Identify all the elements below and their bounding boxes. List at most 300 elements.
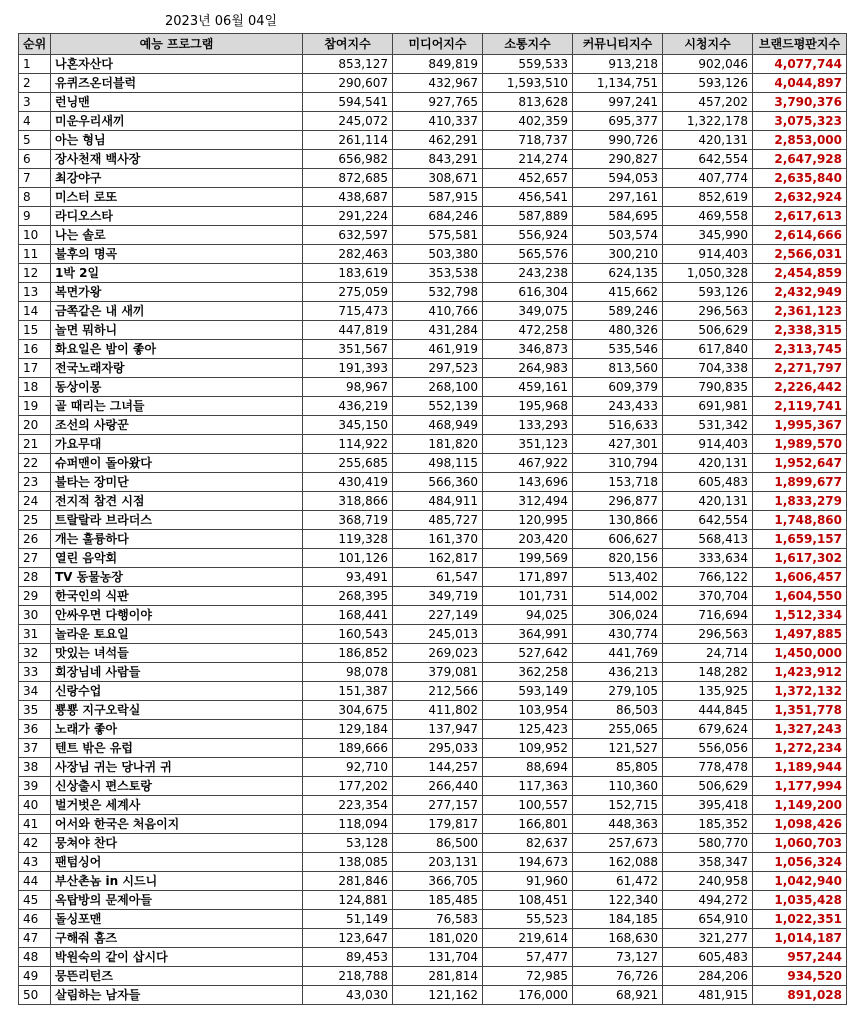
cell-program-name: 박원숙의 같이 삽시다: [51, 948, 303, 967]
cell-rank: 18: [19, 378, 51, 397]
cell-viewership-index: 284,206: [663, 967, 753, 986]
cell-community-index: 820,156: [573, 549, 663, 568]
cell-brand-reputation-index: 1,748,860: [753, 511, 847, 530]
cell-media-index: 161,370: [393, 530, 483, 549]
cell-media-index: 179,817: [393, 815, 483, 834]
cell-viewership-index: 556,056: [663, 739, 753, 758]
cell-viewership-index: 914,403: [663, 435, 753, 454]
cell-participation-index: 119,328: [303, 530, 393, 549]
cell-program-name: 금쪽같은 내 새끼: [51, 302, 303, 321]
cell-rank: 31: [19, 625, 51, 644]
cell-brand-reputation-index: 2,617,613: [753, 207, 847, 226]
cell-communication-index: 82,637: [483, 834, 573, 853]
cell-program-name: 복면가왕: [51, 283, 303, 302]
cell-communication-index: 593,149: [483, 682, 573, 701]
cell-participation-index: 129,184: [303, 720, 393, 739]
cell-brand-reputation-index: 1,833,279: [753, 492, 847, 511]
cell-viewership-index: 691,981: [663, 397, 753, 416]
cell-media-index: 162,817: [393, 549, 483, 568]
cell-viewership-index: 333,634: [663, 549, 753, 568]
cell-community-index: 184,185: [573, 910, 663, 929]
cell-program-name: 안싸우면 다행이야: [51, 606, 303, 625]
cell-rank: 13: [19, 283, 51, 302]
cell-participation-index: 160,543: [303, 625, 393, 644]
cell-communication-index: 349,075: [483, 302, 573, 321]
cell-media-index: 503,380: [393, 245, 483, 264]
cell-program-name: 화요일은 밤이 좋아: [51, 340, 303, 359]
cell-brand-reputation-index: 1,327,243: [753, 720, 847, 739]
table-row: [19, 340, 847, 359]
cell-community-index: 430,774: [573, 625, 663, 644]
cell-participation-index: 245,072: [303, 112, 393, 131]
table-row: [19, 625, 847, 644]
cell-rank: 29: [19, 587, 51, 606]
cell-participation-index: 92,710: [303, 758, 393, 777]
cell-program-name: 전지적 참견 시점: [51, 492, 303, 511]
cell-communication-index: 166,801: [483, 815, 573, 834]
cell-media-index: 121,162: [393, 986, 483, 1005]
table-row: [19, 226, 847, 245]
cell-participation-index: 594,541: [303, 93, 393, 112]
cell-communication-index: 813,628: [483, 93, 573, 112]
cell-community-index: 86,503: [573, 701, 663, 720]
cell-community-index: 695,377: [573, 112, 663, 131]
cell-participation-index: 186,852: [303, 644, 393, 663]
table-row: [19, 302, 847, 321]
cell-participation-index: 255,685: [303, 454, 393, 473]
cell-communication-index: 195,968: [483, 397, 573, 416]
cell-rank: 50: [19, 986, 51, 1005]
cell-community-index: 480,326: [573, 321, 663, 340]
table-row: [19, 929, 847, 948]
table-row: [19, 682, 847, 701]
cell-participation-index: 281,846: [303, 872, 393, 891]
table-row: [19, 663, 847, 682]
cell-communication-index: 559,533: [483, 55, 573, 74]
cell-brand-reputation-index: 3,790,376: [753, 93, 847, 112]
cell-program-name: 놀면 뭐하니: [51, 321, 303, 340]
cell-rank: 14: [19, 302, 51, 321]
cell-communication-index: 103,954: [483, 701, 573, 720]
table-row: [19, 948, 847, 967]
cell-rank: 34: [19, 682, 51, 701]
cell-rank: 20: [19, 416, 51, 435]
cell-community-index: 594,053: [573, 169, 663, 188]
cell-rank: 11: [19, 245, 51, 264]
cell-rank: 30: [19, 606, 51, 625]
cell-rank: 38: [19, 758, 51, 777]
cell-viewership-index: 593,126: [663, 283, 753, 302]
cell-brand-reputation-index: 1,060,703: [753, 834, 847, 853]
cell-viewership-index: 135,925: [663, 682, 753, 701]
table-row: [19, 796, 847, 815]
cell-viewership-index: 296,563: [663, 625, 753, 644]
cell-program-name: 유퀴즈온더블럭: [51, 74, 303, 93]
cell-communication-index: 72,985: [483, 967, 573, 986]
cell-communication-index: 143,696: [483, 473, 573, 492]
cell-media-index: 185,485: [393, 891, 483, 910]
cell-communication-index: 556,924: [483, 226, 573, 245]
cell-rank: 8: [19, 188, 51, 207]
cell-participation-index: 218,788: [303, 967, 393, 986]
cell-brand-reputation-index: 1,149,200: [753, 796, 847, 815]
cell-viewership-index: 605,483: [663, 948, 753, 967]
cell-media-index: 461,919: [393, 340, 483, 359]
cell-communication-index: 364,991: [483, 625, 573, 644]
cell-participation-index: 318,866: [303, 492, 393, 511]
cell-community-index: 609,379: [573, 378, 663, 397]
cell-brand-reputation-index: 1,177,994: [753, 777, 847, 796]
cell-participation-index: 304,675: [303, 701, 393, 720]
table-row: [19, 264, 847, 283]
cell-rank: 36: [19, 720, 51, 739]
header-brand-reputation-index: 브랜드평판지수: [753, 34, 847, 55]
cell-community-index: 584,695: [573, 207, 663, 226]
table-row: [19, 549, 847, 568]
cell-viewership-index: 506,629: [663, 777, 753, 796]
cell-media-index: 181,020: [393, 929, 483, 948]
cell-communication-index: 117,363: [483, 777, 573, 796]
cell-community-index: 279,105: [573, 682, 663, 701]
cell-community-index: 514,002: [573, 587, 663, 606]
cell-program-name: 벌거벗은 세계사: [51, 796, 303, 815]
table-row: [19, 701, 847, 720]
cell-rank: 27: [19, 549, 51, 568]
table-row: [19, 644, 847, 663]
cell-viewership-index: 469,558: [663, 207, 753, 226]
table-row: [19, 511, 847, 530]
cell-rank: 40: [19, 796, 51, 815]
cell-communication-index: 362,258: [483, 663, 573, 682]
table-header-row: [19, 34, 847, 55]
table-row: [19, 891, 847, 910]
cell-communication-index: 171,897: [483, 568, 573, 587]
cell-media-index: 61,547: [393, 568, 483, 587]
cell-participation-index: 53,128: [303, 834, 393, 853]
cell-rank: 9: [19, 207, 51, 226]
cell-community-index: 122,340: [573, 891, 663, 910]
cell-viewership-index: 148,282: [663, 663, 753, 682]
cell-communication-index: 346,873: [483, 340, 573, 359]
cell-community-index: 415,662: [573, 283, 663, 302]
cell-rank: 2: [19, 74, 51, 93]
table-body: [19, 55, 847, 1005]
cell-participation-index: 151,387: [303, 682, 393, 701]
header-viewership-index: 시청지수: [663, 34, 753, 55]
cell-rank: 17: [19, 359, 51, 378]
cell-participation-index: 291,224: [303, 207, 393, 226]
cell-program-name: 신랑수업: [51, 682, 303, 701]
cell-brand-reputation-index: 2,632,924: [753, 188, 847, 207]
cell-community-index: 73,127: [573, 948, 663, 967]
cell-community-index: 68,921: [573, 986, 663, 1005]
cell-brand-reputation-index: 1,617,302: [753, 549, 847, 568]
brand-reputation-table: [18, 33, 847, 1005]
cell-participation-index: 98,967: [303, 378, 393, 397]
cell-program-name: 가요무대: [51, 435, 303, 454]
cell-community-index: 913,218: [573, 55, 663, 74]
table-row: [19, 397, 847, 416]
cell-media-index: 843,291: [393, 150, 483, 169]
table-row: [19, 815, 847, 834]
cell-viewership-index: 790,835: [663, 378, 753, 397]
cell-media-index: 281,814: [393, 967, 483, 986]
cell-media-index: 532,798: [393, 283, 483, 302]
cell-media-index: 410,337: [393, 112, 483, 131]
cell-rank: 44: [19, 872, 51, 891]
table-row: [19, 530, 847, 549]
cell-program-name: 사장님 귀는 당나귀 귀: [51, 758, 303, 777]
cell-brand-reputation-index: 1,899,677: [753, 473, 847, 492]
cell-viewership-index: 321,277: [663, 929, 753, 948]
table-row: [19, 245, 847, 264]
cell-community-index: 448,363: [573, 815, 663, 834]
cell-program-name: 트랄랄라 브라더스: [51, 511, 303, 530]
cell-rank: 16: [19, 340, 51, 359]
cell-brand-reputation-index: 2,635,840: [753, 169, 847, 188]
cell-brand-reputation-index: 2,432,949: [753, 283, 847, 302]
cell-viewership-index: 444,845: [663, 701, 753, 720]
cell-viewership-index: 185,352: [663, 815, 753, 834]
cell-brand-reputation-index: 2,271,797: [753, 359, 847, 378]
cell-brand-reputation-index: 1,372,132: [753, 682, 847, 701]
cell-media-index: 353,538: [393, 264, 483, 283]
cell-community-index: 297,161: [573, 188, 663, 207]
cell-community-index: 257,673: [573, 834, 663, 853]
cell-viewership-index: 24,714: [663, 644, 753, 663]
cell-community-index: 296,877: [573, 492, 663, 511]
cell-media-index: 484,911: [393, 492, 483, 511]
table-row: [19, 853, 847, 872]
cell-rank: 43: [19, 853, 51, 872]
cell-rank: 7: [19, 169, 51, 188]
cell-rank: 10: [19, 226, 51, 245]
cell-program-name: 미스터 로또: [51, 188, 303, 207]
cell-brand-reputation-index: 4,044,897: [753, 74, 847, 93]
cell-media-index: 411,802: [393, 701, 483, 720]
cell-brand-reputation-index: 1,989,570: [753, 435, 847, 454]
cell-program-name: 불후의 명곡: [51, 245, 303, 264]
cell-community-index: 255,065: [573, 720, 663, 739]
cell-participation-index: 43,030: [303, 986, 393, 1005]
cell-communication-index: 109,952: [483, 739, 573, 758]
cell-participation-index: 123,647: [303, 929, 393, 948]
cell-rank: 33: [19, 663, 51, 682]
cell-brand-reputation-index: 3,075,323: [753, 112, 847, 131]
cell-participation-index: 438,687: [303, 188, 393, 207]
cell-communication-index: 718,737: [483, 131, 573, 150]
cell-communication-index: 125,423: [483, 720, 573, 739]
cell-media-index: 684,246: [393, 207, 483, 226]
table-row: [19, 188, 847, 207]
cell-participation-index: 114,922: [303, 435, 393, 454]
cell-viewership-index: 642,554: [663, 511, 753, 530]
cell-community-index: 152,715: [573, 796, 663, 815]
cell-viewership-index: 914,403: [663, 245, 753, 264]
cell-rank: 46: [19, 910, 51, 929]
cell-media-index: 366,705: [393, 872, 483, 891]
cell-participation-index: 98,078: [303, 663, 393, 682]
cell-participation-index: 275,059: [303, 283, 393, 302]
cell-communication-index: 243,238: [483, 264, 573, 283]
cell-participation-index: 138,085: [303, 853, 393, 872]
cell-program-name: 뿅뿅 지구오락실: [51, 701, 303, 720]
cell-viewership-index: 420,131: [663, 492, 753, 511]
table-row: [19, 55, 847, 74]
cell-communication-index: 452,657: [483, 169, 573, 188]
cell-program-name: 개는 훌륭하다: [51, 530, 303, 549]
cell-media-index: 245,013: [393, 625, 483, 644]
cell-program-name: 골 때리는 그녀들: [51, 397, 303, 416]
cell-brand-reputation-index: 934,520: [753, 967, 847, 986]
table-row: [19, 112, 847, 131]
cell-rank: 22: [19, 454, 51, 473]
table-row: [19, 378, 847, 397]
cell-rank: 1: [19, 55, 51, 74]
cell-media-index: 268,100: [393, 378, 483, 397]
cell-communication-index: 108,451: [483, 891, 573, 910]
cell-rank: 3: [19, 93, 51, 112]
cell-communication-index: 587,889: [483, 207, 573, 226]
cell-viewership-index: 531,342: [663, 416, 753, 435]
cell-participation-index: 177,202: [303, 777, 393, 796]
cell-program-name: 슈퍼맨이 돌아왔다: [51, 454, 303, 473]
cell-rank: 45: [19, 891, 51, 910]
cell-media-index: 137,947: [393, 720, 483, 739]
cell-program-name: 신상출시 편스토랑: [51, 777, 303, 796]
header-media-index: 미디어지수: [393, 34, 483, 55]
cell-media-index: 297,523: [393, 359, 483, 378]
cell-communication-index: 55,523: [483, 910, 573, 929]
table-row: [19, 777, 847, 796]
table-row: [19, 359, 847, 378]
cell-rank: 6: [19, 150, 51, 169]
cell-program-name: 텐트 밖은 유럽: [51, 739, 303, 758]
cell-viewership-index: 420,131: [663, 131, 753, 150]
table-row: [19, 758, 847, 777]
cell-program-name: 동상이몽: [51, 378, 303, 397]
cell-participation-index: 430,419: [303, 473, 393, 492]
cell-brand-reputation-index: 1,351,778: [753, 701, 847, 720]
cell-community-index: 990,726: [573, 131, 663, 150]
cell-rank: 19: [19, 397, 51, 416]
cell-program-name: 아는 형님: [51, 131, 303, 150]
header-community-index: 커뮤니티지수: [573, 34, 663, 55]
cell-brand-reputation-index: 957,244: [753, 948, 847, 967]
cell-community-index: 130,866: [573, 511, 663, 530]
cell-media-index: 295,033: [393, 739, 483, 758]
cell-viewership-index: 1,050,328: [663, 264, 753, 283]
cell-community-index: 121,527: [573, 739, 663, 758]
report-date: 2023년 06월 04일: [165, 14, 278, 29]
table-row: [19, 169, 847, 188]
cell-brand-reputation-index: 891,028: [753, 986, 847, 1005]
cell-brand-reputation-index: 1,659,157: [753, 530, 847, 549]
cell-communication-index: 219,614: [483, 929, 573, 948]
cell-program-name: 장사천재 백사장: [51, 150, 303, 169]
header-program: 예능 프로그램: [51, 34, 303, 55]
cell-brand-reputation-index: 1,098,426: [753, 815, 847, 834]
table-row: [19, 872, 847, 891]
cell-communication-index: 203,420: [483, 530, 573, 549]
table-row: [19, 910, 847, 929]
cell-community-index: 589,246: [573, 302, 663, 321]
cell-brand-reputation-index: 2,853,000: [753, 131, 847, 150]
cell-media-index: 212,566: [393, 682, 483, 701]
cell-brand-reputation-index: 1,450,000: [753, 644, 847, 663]
header-participation-index: 참여지수: [303, 34, 393, 55]
cell-brand-reputation-index: 2,614,666: [753, 226, 847, 245]
cell-media-index: 468,949: [393, 416, 483, 435]
cell-brand-reputation-index: 1,189,944: [753, 758, 847, 777]
cell-community-index: 1,134,751: [573, 74, 663, 93]
cell-participation-index: 345,150: [303, 416, 393, 435]
cell-brand-reputation-index: 4,077,744: [753, 55, 847, 74]
cell-viewership-index: 580,770: [663, 834, 753, 853]
cell-media-index: 431,284: [393, 321, 483, 340]
cell-participation-index: 853,127: [303, 55, 393, 74]
cell-communication-index: 456,541: [483, 188, 573, 207]
cell-brand-reputation-index: 2,313,745: [753, 340, 847, 359]
cell-viewership-index: 679,624: [663, 720, 753, 739]
cell-program-name: 돌싱포맨: [51, 910, 303, 929]
cell-media-index: 432,967: [393, 74, 483, 93]
cell-participation-index: 656,982: [303, 150, 393, 169]
cell-rank: 23: [19, 473, 51, 492]
cell-media-index: 86,500: [393, 834, 483, 853]
cell-rank: 24: [19, 492, 51, 511]
cell-viewership-index: 766,122: [663, 568, 753, 587]
cell-brand-reputation-index: 2,647,928: [753, 150, 847, 169]
cell-rank: 32: [19, 644, 51, 663]
cell-communication-index: 214,274: [483, 150, 573, 169]
cell-community-index: 427,301: [573, 435, 663, 454]
cell-participation-index: 51,149: [303, 910, 393, 929]
table-row: [19, 606, 847, 625]
cell-community-index: 606,627: [573, 530, 663, 549]
cell-rank: 49: [19, 967, 51, 986]
cell-brand-reputation-index: 1,022,351: [753, 910, 847, 929]
cell-media-index: 410,766: [393, 302, 483, 321]
cell-communication-index: 312,494: [483, 492, 573, 511]
table-row: [19, 435, 847, 454]
cell-rank: 15: [19, 321, 51, 340]
cell-participation-index: 632,597: [303, 226, 393, 245]
cell-program-name: 조선의 사랑꾼: [51, 416, 303, 435]
cell-viewership-index: 568,413: [663, 530, 753, 549]
cell-media-index: 566,360: [393, 473, 483, 492]
cell-viewership-index: 240,958: [663, 872, 753, 891]
table-row: [19, 986, 847, 1005]
cell-media-index: 144,257: [393, 758, 483, 777]
cell-communication-index: 199,569: [483, 549, 573, 568]
cell-communication-index: 459,161: [483, 378, 573, 397]
cell-community-index: 110,360: [573, 777, 663, 796]
cell-media-index: 927,765: [393, 93, 483, 112]
cell-community-index: 535,546: [573, 340, 663, 359]
cell-media-index: 379,081: [393, 663, 483, 682]
cell-community-index: 513,402: [573, 568, 663, 587]
cell-brand-reputation-index: 1,014,187: [753, 929, 847, 948]
cell-community-index: 997,241: [573, 93, 663, 112]
cell-communication-index: 351,123: [483, 435, 573, 454]
cell-program-name: 구해줘 홈즈: [51, 929, 303, 948]
cell-viewership-index: 457,202: [663, 93, 753, 112]
cell-brand-reputation-index: 2,566,031: [753, 245, 847, 264]
table-row: [19, 587, 847, 606]
cell-program-name: 노래가 좋아: [51, 720, 303, 739]
cell-rank: 48: [19, 948, 51, 967]
